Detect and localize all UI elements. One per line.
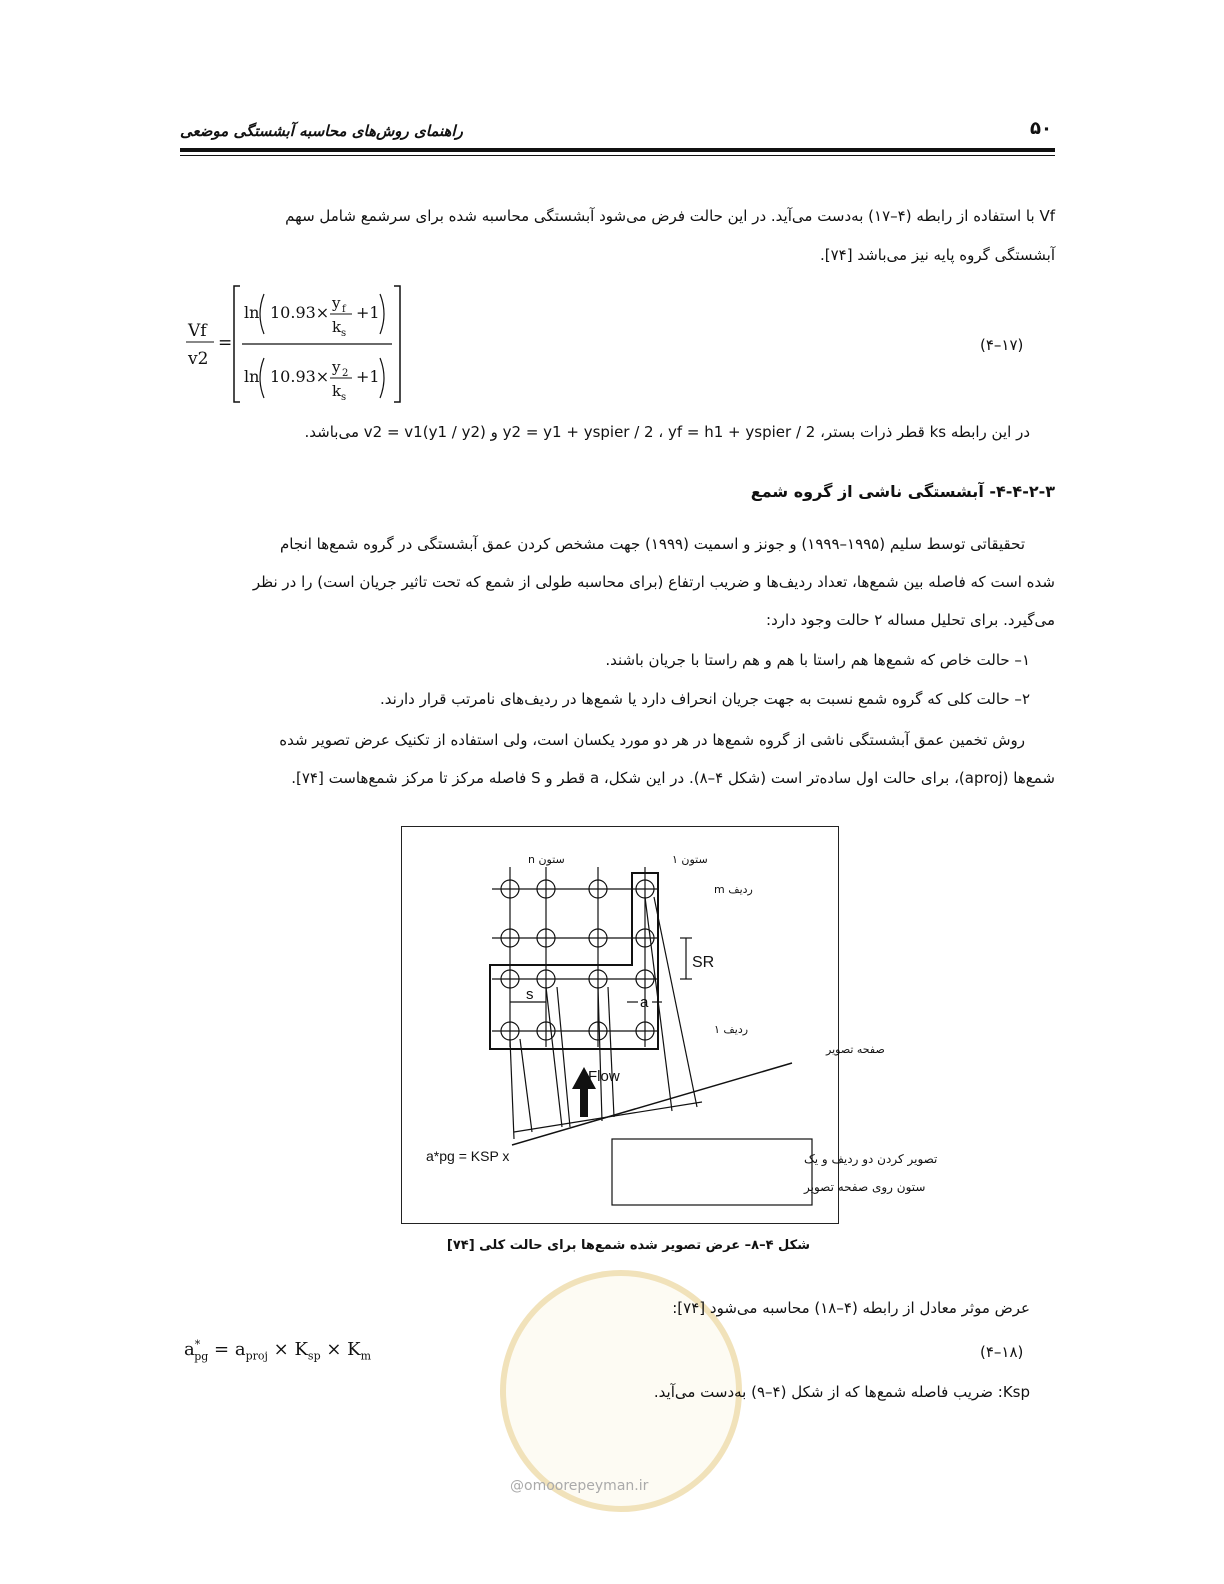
header-rule-thick	[180, 148, 1055, 152]
paragraph-2-line-3: می‌گیرد. برای تحلیل مساله ۲ حالت وجود دارد:	[766, 611, 1055, 629]
paragraph-1-line-1: Vf با استفاده از رابطه (۴–۱۷) به‌دست می‌آید. در این حالت فرض می‌شود آبشستگی محاسبه شده برای سرشمع شامل سهم	[285, 207, 1055, 225]
svg-text:=: =	[218, 333, 233, 353]
svg-text:y: y	[332, 294, 341, 312]
paragraph-4-line-1: عرض موثر معادل از رابطه (۴–۱۸) محاسبه می‌شود [۷۴]:	[672, 1299, 1030, 1317]
svg-text:k: k	[332, 382, 342, 400]
label-row-1: ردیف ۱	[714, 1023, 749, 1036]
label-formula: a*pg = KSP x	[426, 1148, 510, 1164]
equation-17-number: (۴–۱۷)	[980, 336, 1024, 354]
equation-18: $a^*_{pg} = a_{proj} \times K_{sp} \times K_m$	[184, 1338, 372, 1363]
paragraph-3-line-1: روش تخمین عمق آبشستگی ناشی از گروه شمع‌ها در هر دو مورد یکسان است، ولی استفاده از تکنیک عرض تصویر شده	[279, 731, 1025, 749]
svg-text:10.93×: 10.93×	[270, 303, 330, 322]
label-a: a	[640, 994, 649, 1011]
paragraph-3-line-2: شمع‌ها (aproj)، برای حالت اول ساده‌تر است (شکل ۴–۸). در این شکل، a قطر و S فاصله مرکز تا مرکز شمع‌هاست [۷۴].	[291, 769, 1055, 787]
equation-17	[180, 280, 420, 410]
equation-17-note: در این رابطه ks قطر ذرات بستر، y2 = y1 + yspier / 2 ، yf = h1 + yspier / 2 و v2 = v1(y1 / y2) می‌باشد.	[304, 423, 1030, 441]
watermark-site: @omoorepeyman.ir	[510, 1478, 649, 1494]
label-projection-plane: صفحه تصویر	[826, 1043, 885, 1056]
svg-text:s: s	[341, 328, 347, 339]
figure-note-line-2: ستون روی صفحه تصویر	[804, 1180, 926, 1194]
svg-text:2: 2	[342, 368, 349, 379]
eq17-lhs-den: v2	[188, 349, 209, 369]
section-heading: ۴-۴-۲-۳- آبشستگی ناشی از گروه شمع	[750, 482, 1055, 501]
pile-group-diagram	[402, 827, 938, 1223]
ksp-definition: Ksp: ضریب فاصله شمع‌ها که از شکل (۴–۹) به‌دست می‌آید.	[653, 1383, 1030, 1401]
figure-note-line-1: تصویر کردن دو ردیف و یک	[804, 1152, 938, 1166]
figure-note-box	[612, 1139, 812, 1205]
list-item-1: ۱– حالت خاص که شمع‌ها هم راستا با هم و هم راستا با جریان باشند.	[605, 651, 1030, 669]
figure-4-8	[401, 826, 938, 1224]
label-flow: Flow	[588, 1068, 620, 1085]
svg-text:k: k	[332, 318, 342, 336]
running-header-title: راهنمای روش‌های محاسبه آبشستگی موضعی	[180, 122, 463, 140]
equation-18-number: (۴–۱۸)	[980, 1343, 1024, 1361]
label-column-n: ستون n	[528, 853, 565, 866]
list-item-2: ۲– حالت کلی که گروه شمع نسبت به جهت جریان انحراف دارد یا شمع‌ها در ردیف‌های نامرتب قرار دارند.	[379, 690, 1030, 708]
svg-text:s: s	[341, 392, 347, 403]
label-sR: SR	[692, 954, 715, 971]
svg-text:f: f	[342, 304, 346, 315]
svg-text:+1: +1	[356, 303, 380, 322]
svg-text:+1: +1	[356, 367, 380, 386]
label-column-1: ستون ۱	[672, 853, 708, 866]
paragraph-2-line-2: شده است که فاصله بین شمع‌ها، تعداد ردیف‌ها و ضریب ارتفاع (برای محاسبه طولی از شمع که تحت تاثیر جریان است) را در نظر	[252, 573, 1055, 591]
figure-caption: شکل ۴–۸– عرض تصویر شده شمع‌ها برای حالت کلی [۷۴]	[446, 1238, 810, 1253]
eq17-lhs-num: Vf	[188, 321, 207, 341]
paragraph-1-line-2: آبشستگی گروه پایه نیز می‌باشد [۷۴].	[819, 246, 1055, 264]
paragraph-2-line-1: تحقیقاتی توسط سلیم (۱۹۹۵–۱۹۹۹) و جونز و اسمیت (۱۹۹۹) جهت مشخص کردن عمق آبشستگی در گروه شمع‌ها انجام	[280, 535, 1025, 553]
label-row-m: ردیف m	[714, 883, 753, 896]
svg-text:10.93×: 10.93×	[270, 367, 330, 386]
svg-text:ln: ln	[244, 367, 260, 386]
header-rule-thin	[180, 155, 1055, 156]
svg-text:ln: ln	[244, 303, 260, 322]
svg-text:y: y	[332, 358, 341, 376]
page-number: ۵۰	[1030, 118, 1052, 139]
label-s: s	[526, 986, 534, 1003]
